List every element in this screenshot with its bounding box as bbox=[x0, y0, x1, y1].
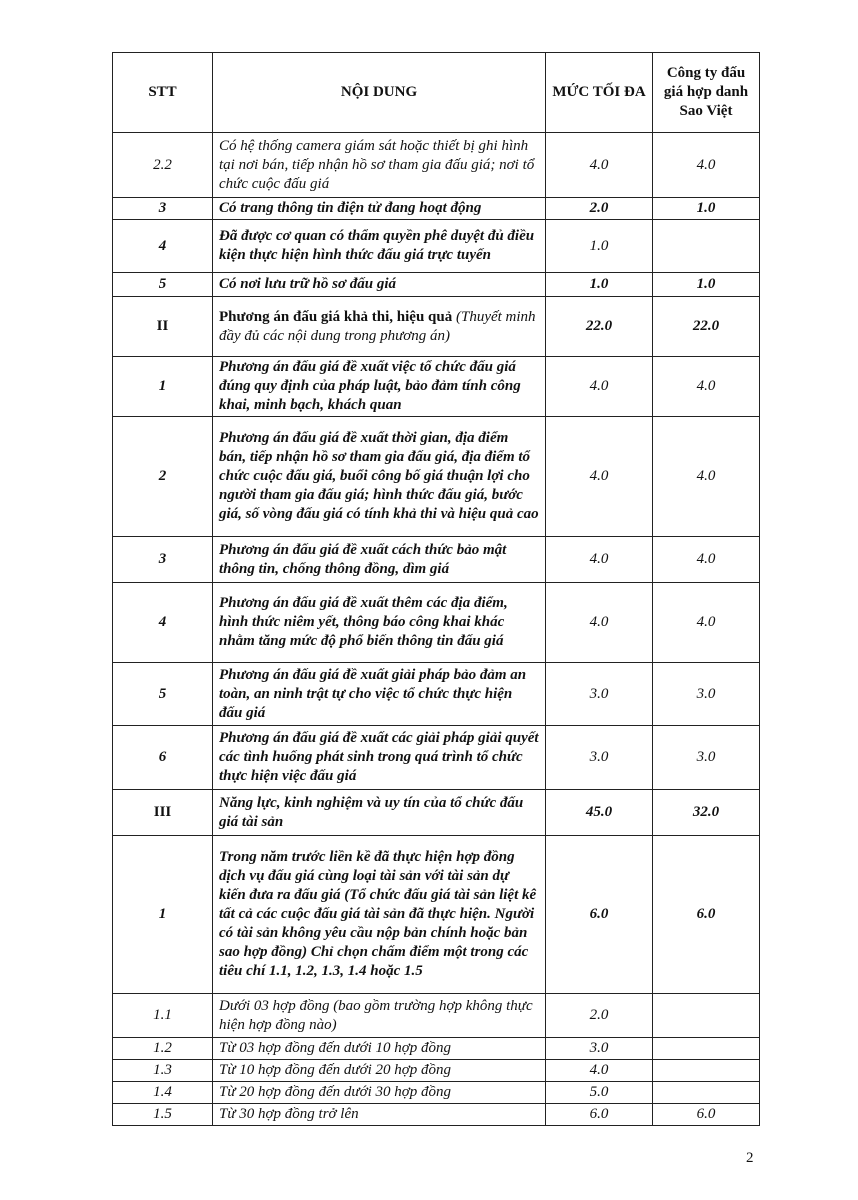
row-content-title: Phương án đấu giá khả thi, hiệu quả bbox=[219, 308, 453, 325]
row-score bbox=[653, 994, 760, 1038]
table-row bbox=[113, 836, 760, 994]
row-content: Từ 20 hợp đồng đến dưới 30 hợp đồng bbox=[213, 1082, 546, 1104]
row-score: 6.0 bbox=[653, 836, 760, 994]
row-max: 6.0 bbox=[546, 836, 653, 994]
row-score: 4.0 bbox=[653, 357, 760, 417]
table-row bbox=[113, 1082, 760, 1104]
row-max: 3.0 bbox=[546, 1038, 653, 1060]
table-row bbox=[113, 790, 760, 836]
row-max: 4.0 bbox=[546, 417, 653, 537]
row-stt: 1.5 bbox=[113, 1104, 213, 1126]
table-row bbox=[113, 198, 760, 220]
table-row bbox=[113, 1104, 760, 1126]
row-content: Có nơi lưu trữ hồ sơ đấu giá bbox=[213, 273, 546, 297]
table-row bbox=[113, 663, 760, 726]
row-score: 3.0 bbox=[653, 663, 760, 726]
row-score: 6.0 bbox=[653, 1104, 760, 1126]
table-row bbox=[113, 994, 760, 1038]
table-row bbox=[113, 133, 760, 198]
row-stt: 4 bbox=[113, 583, 213, 663]
row-stt: 3 bbox=[113, 198, 213, 220]
row-stt: 2 bbox=[113, 417, 213, 537]
table-row bbox=[113, 357, 760, 417]
row-score bbox=[653, 1038, 760, 1060]
header-company: Công ty đấu giá hợp danh Sao Việt bbox=[653, 53, 760, 133]
row-max: 22.0 bbox=[546, 297, 653, 357]
row-content: Từ 03 hợp đồng đến dưới 10 hợp đồng bbox=[213, 1038, 546, 1060]
row-max: 5.0 bbox=[546, 1082, 653, 1104]
row-score bbox=[653, 1082, 760, 1104]
header-row bbox=[113, 53, 760, 133]
row-content: Phương án đấu giá đề xuất việc tổ chức đấu giá đúng quy định của pháp luật, bảo đảm tính công khai, minh bạch, khách quan bbox=[213, 357, 546, 417]
table-row bbox=[113, 273, 760, 297]
row-max: 4.0 bbox=[546, 133, 653, 198]
row-stt: 3 bbox=[113, 537, 213, 583]
row-max: 2.0 bbox=[546, 994, 653, 1038]
row-max: 4.0 bbox=[546, 1060, 653, 1082]
row-content: Có trang thông tin điện tử đang hoạt động bbox=[213, 198, 546, 220]
row-content: Phương án đấu giá đề xuất thời gian, địa điểm bán, tiếp nhận hồ sơ tham gia đấu giá, địa điểm tổ chức cuộc đấu giá, buổi công bố giá thuận lợi cho người tham gia đấu giá; hình thức đấu giá, bước giá, số vòng đấu giá có tính khả thi và hiệu quả cao bbox=[213, 417, 546, 537]
row-stt: II bbox=[113, 297, 213, 357]
row-score: 1.0 bbox=[653, 273, 760, 297]
row-content: Có hệ thống camera giám sát hoặc thiết bị ghi hình tại nơi bán, tiếp nhận hồ sơ tham gia đấu giá; nơi tổ chức cuộc đấu giá bbox=[213, 133, 546, 198]
header-max: MỨC TỐI ĐA bbox=[546, 53, 653, 133]
row-content: Từ 10 hợp đồng đến dưới 20 hợp đồng bbox=[213, 1060, 546, 1082]
row-score: 4.0 bbox=[653, 417, 760, 537]
row-stt: 1.3 bbox=[113, 1060, 213, 1082]
table-row bbox=[113, 220, 760, 273]
row-score: 3.0 bbox=[653, 726, 760, 790]
row-score: 4.0 bbox=[653, 583, 760, 663]
table-row bbox=[113, 417, 760, 537]
row-content: Phương án đấu giá đề xuất thêm các địa điểm, hình thức niêm yết, thông báo công khai khác nhằm tăng mức độ phổ biến thông tin đấu giá bbox=[213, 583, 546, 663]
row-max: 4.0 bbox=[546, 537, 653, 583]
row-stt: III bbox=[113, 790, 213, 836]
row-max: 6.0 bbox=[546, 1104, 653, 1126]
row-stt: 6 bbox=[113, 726, 213, 790]
row-content: Phương án đấu giá đề xuất các giải pháp giải quyết các tình huống phát sinh trong quá trình tổ chức thực hiện việc đấu giá bbox=[213, 726, 546, 790]
row-max: 1.0 bbox=[546, 220, 653, 273]
row-stt: 1 bbox=[113, 357, 213, 417]
table-row bbox=[113, 297, 760, 357]
row-content bbox=[213, 297, 546, 357]
row-max: 3.0 bbox=[546, 663, 653, 726]
header-content: NỘI DUNG bbox=[213, 53, 546, 133]
row-stt: 5 bbox=[113, 663, 213, 726]
row-max: 1.0 bbox=[546, 273, 653, 297]
table-row bbox=[113, 1060, 760, 1082]
row-max: 4.0 bbox=[546, 357, 653, 417]
row-score: 32.0 bbox=[653, 790, 760, 836]
row-content: Đã được cơ quan có thẩm quyền phê duyệt đủ điều kiện thực hiện hình thức đấu giá trực tuyến bbox=[213, 220, 546, 273]
row-max: 2.0 bbox=[546, 198, 653, 220]
table-row bbox=[113, 537, 760, 583]
row-score: 1.0 bbox=[653, 198, 760, 220]
row-max: 3.0 bbox=[546, 726, 653, 790]
row-score: 22.0 bbox=[653, 297, 760, 357]
row-content: Năng lực, kinh nghiệm và uy tín của tổ chức đấu giá tài sản bbox=[213, 790, 546, 836]
row-content: Dưới 03 hợp đồng (bao gồm trường hợp không thực hiện hợp đồng nào) bbox=[213, 994, 546, 1038]
header-stt: STT bbox=[113, 53, 213, 133]
row-stt: 1.4 bbox=[113, 1082, 213, 1104]
row-max: 4.0 bbox=[546, 583, 653, 663]
scoring-table bbox=[112, 52, 760, 1126]
row-stt: 1 bbox=[113, 836, 213, 994]
row-stt: 5 bbox=[113, 273, 213, 297]
row-stt: 1.2 bbox=[113, 1038, 213, 1060]
row-score bbox=[653, 220, 760, 273]
row-score: 4.0 bbox=[653, 537, 760, 583]
row-content: Trong năm trước liền kề đã thực hiện hợp đồng dịch vụ đấu giá cùng loại tài sản với tài sản dự kiến đưa ra đấu giá (Tổ chức đấu giá tài sản liệt kê tất cả các cuộc đấu giá tài sản đã thực hiện. Người có tài sản không yêu cầu nộp bản chính hoặc bản sao hợp đồng) Chỉ chọn chấm điểm một trong các tiêu chí 1.1, 1.2, 1.3, 1.4 hoặc 1.5 bbox=[213, 836, 546, 994]
row-stt: 2.2 bbox=[113, 133, 213, 198]
row-score bbox=[653, 1060, 760, 1082]
row-content: Phương án đấu giá đề xuất cách thức bảo mật thông tin, chống thông đồng, dìm giá bbox=[213, 537, 546, 583]
table-row bbox=[113, 726, 760, 790]
row-stt: 4 bbox=[113, 220, 213, 273]
table-row bbox=[113, 583, 760, 663]
row-stt: 1.1 bbox=[113, 994, 213, 1038]
row-content-note: (Thuyết minh đầy đủ các nội dung trong phương án) bbox=[219, 308, 536, 344]
table-row bbox=[113, 1038, 760, 1060]
page-number: 2 bbox=[746, 1150, 754, 1166]
row-content: Từ 30 hợp đồng trở lên bbox=[213, 1104, 546, 1126]
row-content: Phương án đấu giá đề xuất giải pháp bảo đảm an toàn, an ninh trật tự cho việc tổ chức thực hiện đấu giá bbox=[213, 663, 546, 726]
row-max: 45.0 bbox=[546, 790, 653, 836]
row-score: 4.0 bbox=[653, 133, 760, 198]
